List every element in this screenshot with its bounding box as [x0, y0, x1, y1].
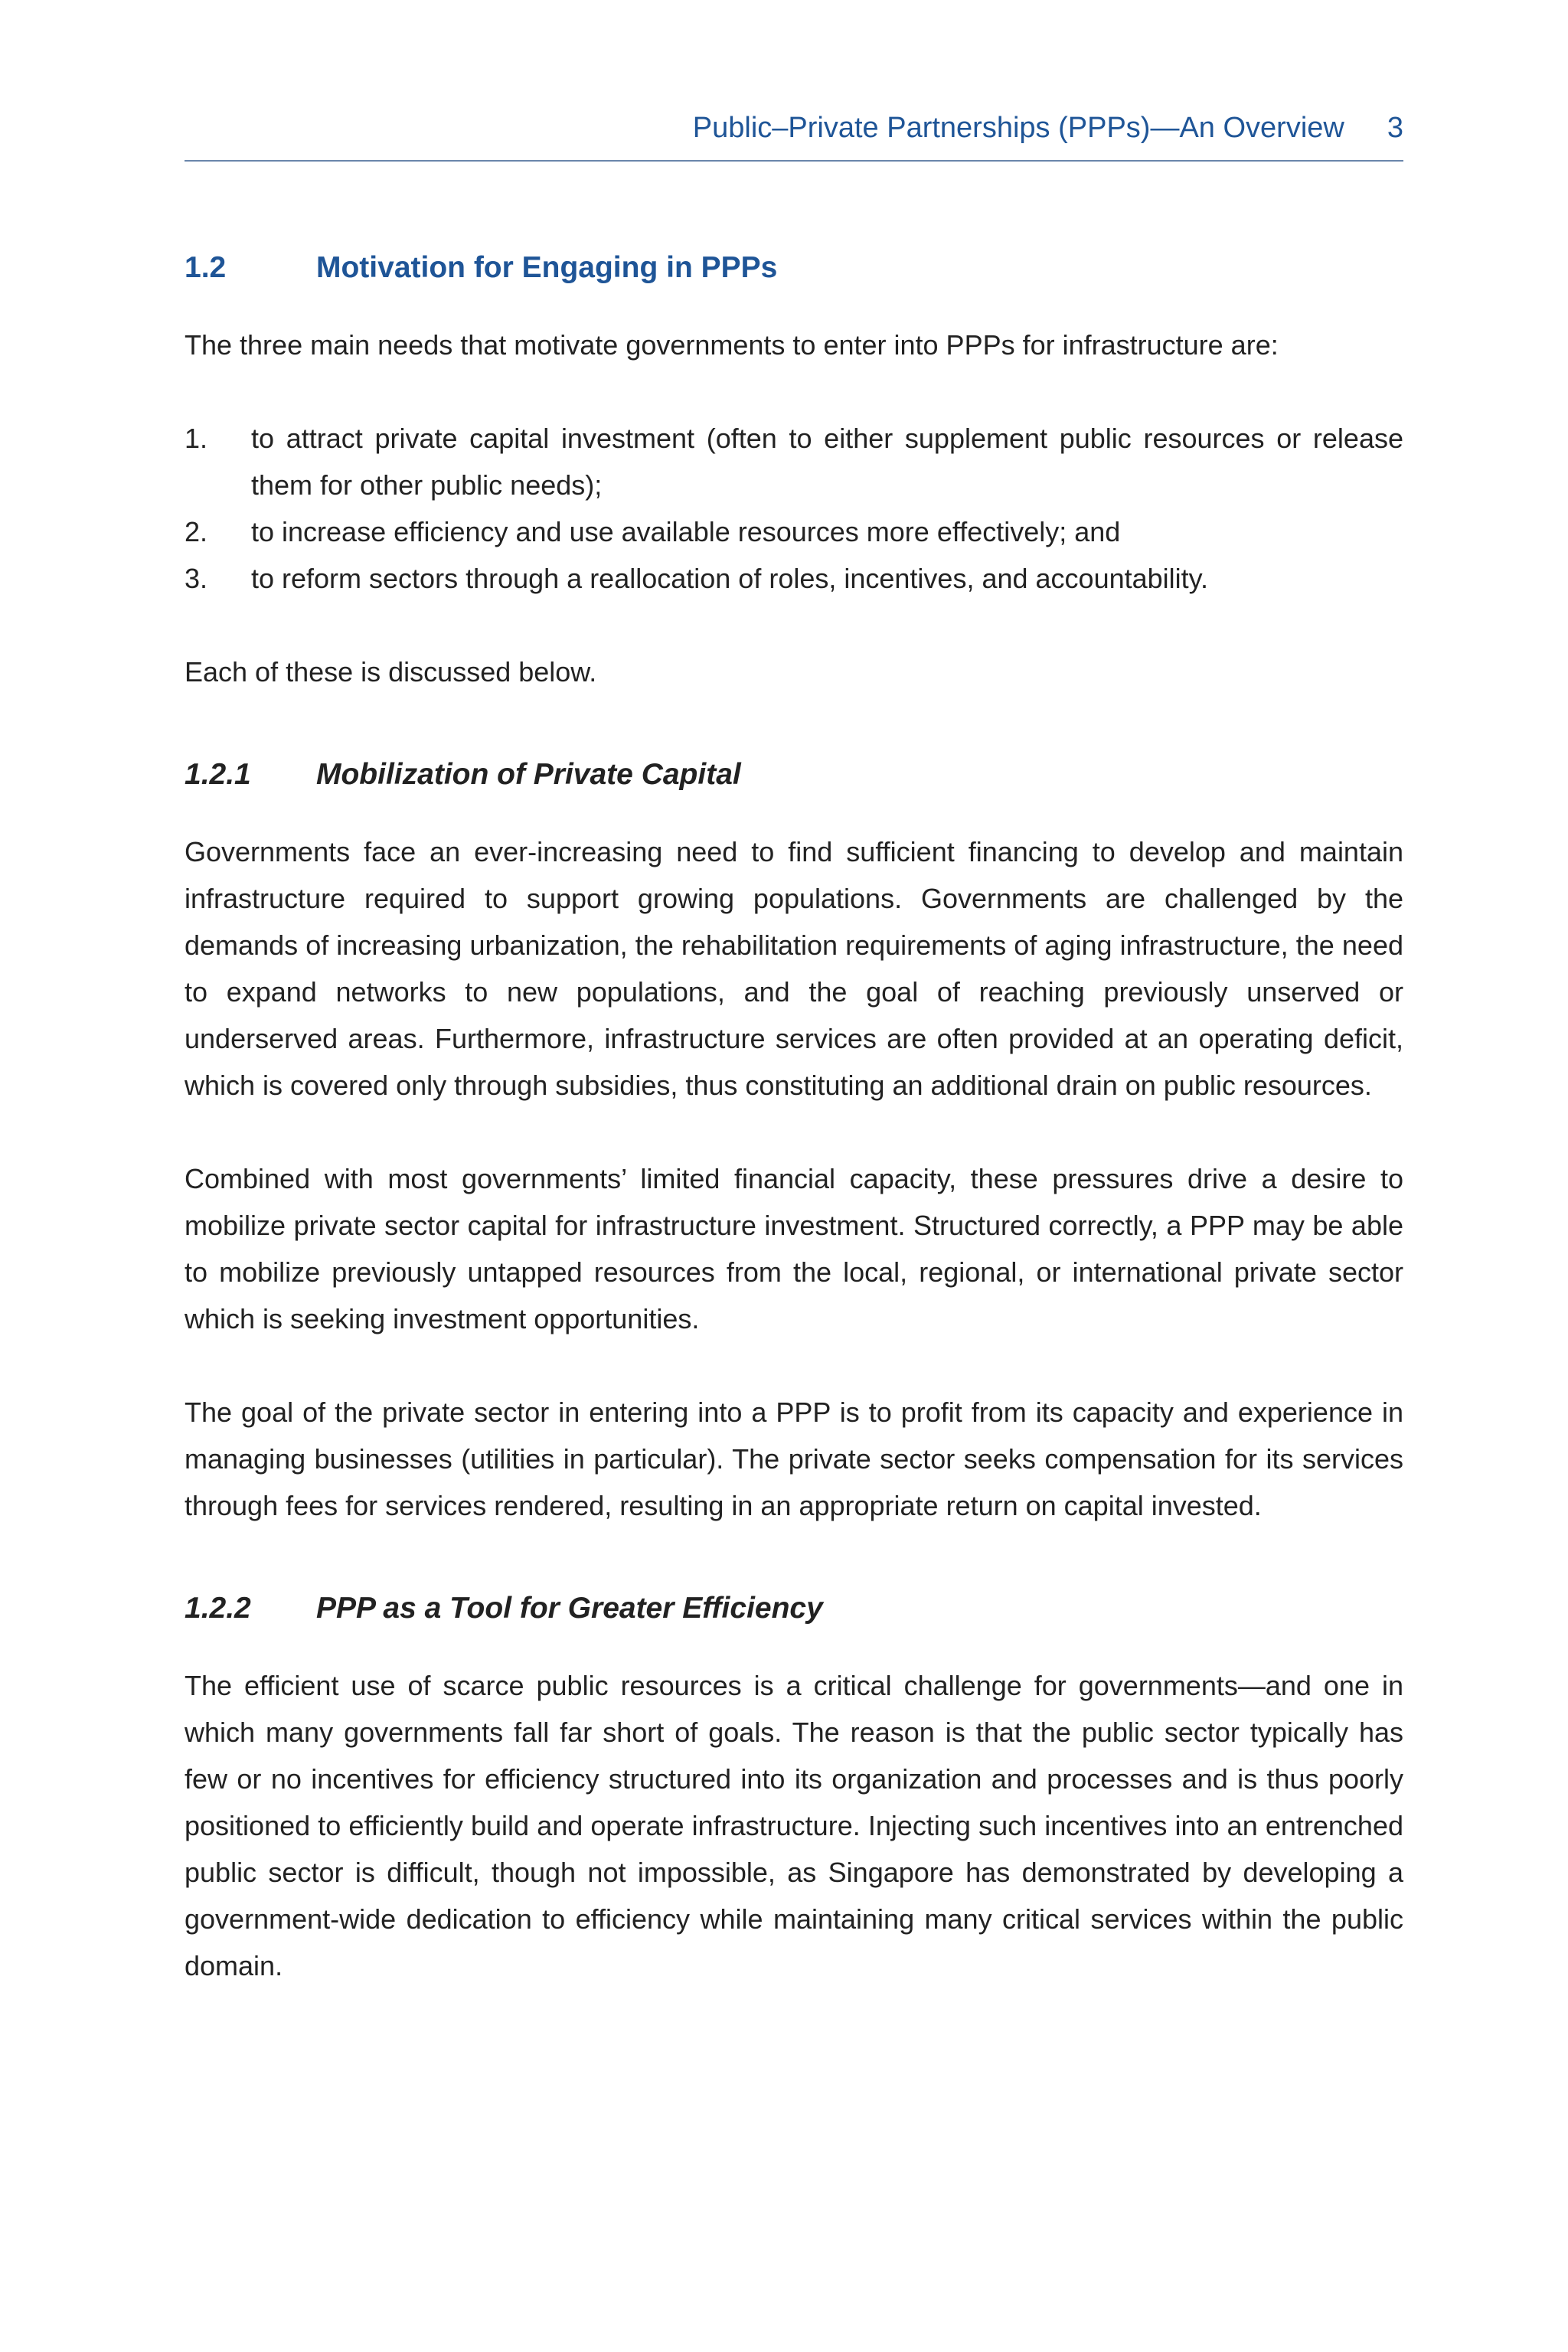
list-item-number: 2.: [185, 516, 208, 547]
needs-list: [185, 415, 1403, 602]
subsection-number: 1.2.1: [185, 758, 251, 791]
running-header: [185, 112, 1403, 145]
running-header-title: Public–Private Partnerships (PPPs)—An Overview: [692, 112, 1344, 144]
paragraph: The efficient use of scarce public resources is a critical challenge for governments—and one in which many governments fall far short of goals. The reason is that the public sector typically has few or no incentives for efficiency structured into its organization and processes and is thus poorly positioned to efficiently build and operate infrastructure. Injecting such incentives into an entrenched public sector is difficult, though not impossible, as Singapore has demonstrated by developing a government-wide dedication to efficiency while maintaining many critical services within the public domain.: [185, 1670, 1403, 1981]
list-item-number: 3.: [185, 563, 208, 594]
list-item: [185, 555, 1403, 602]
list-item-text: to increase efficiency and use available resources more effectively; and: [251, 516, 1121, 547]
list-item: [185, 508, 1403, 555]
list-item-text: to reform sectors through a reallocation of roles, incentives, and accountability.: [251, 563, 1208, 594]
paragraph: Combined with most governments’ limited financial capacity, these pressures drive a desire to mobilize private sector capital for infrastructure investment. Structured correctly, a PPP may be able to mobilize previously untapped resources from the local, regional, or international private sector which is seeking investment opportunities.: [185, 1163, 1403, 1334]
section-number: 1.2: [185, 251, 227, 284]
subsection-number: 1.2.2: [185, 1592, 251, 1625]
page-number: 3: [1387, 112, 1403, 144]
list-item-number: 1.: [185, 423, 208, 454]
paragraph: Governments face an ever-increasing need to find sufficient financing to develop and maintain infrastructure required to support growing populations. Governments are challenged by the demands of increasing urbanization, the rehabilitation requirements of aging infrastructure, the need to expand networks to new populations, and the goal of reaching previously unserved or underserved areas. Furthermore, infrastructure services are often provided at an operating deficit, which is covered only through subsidies, thus constituting an additional drain on public resources.: [185, 836, 1403, 1101]
section-outro: Each of these is discussed below.: [185, 656, 597, 688]
section-intro: The three main needs that motivate governments to enter into PPPs for infrastructure are:: [185, 329, 1279, 361]
list-item: [185, 415, 1403, 508]
list-item-text: to attract private capital investment (often to either supplement public resources or release them for other public needs);: [251, 423, 1403, 501]
subsection-title: PPP as a Tool for Greater Efficiency: [316, 1592, 823, 1625]
subsection-heading: [185, 737, 1403, 813]
page-content: [185, 230, 1403, 1989]
subsection-title: Mobilization of Private Capital: [316, 758, 741, 791]
header-rule: [185, 160, 1403, 162]
subsection-heading: [185, 1570, 1403, 1647]
section-heading: [185, 230, 1403, 306]
section-title: Motivation for Engaging in PPPs: [316, 251, 778, 284]
paragraph: The goal of the private sector in entering into a PPP is to profit from its capacity and experience in managing businesses (utilities in particular). The private sector seeks compensation for its services through fees for services rendered, resulting in an appropriate return on capital invested.: [185, 1396, 1403, 1521]
